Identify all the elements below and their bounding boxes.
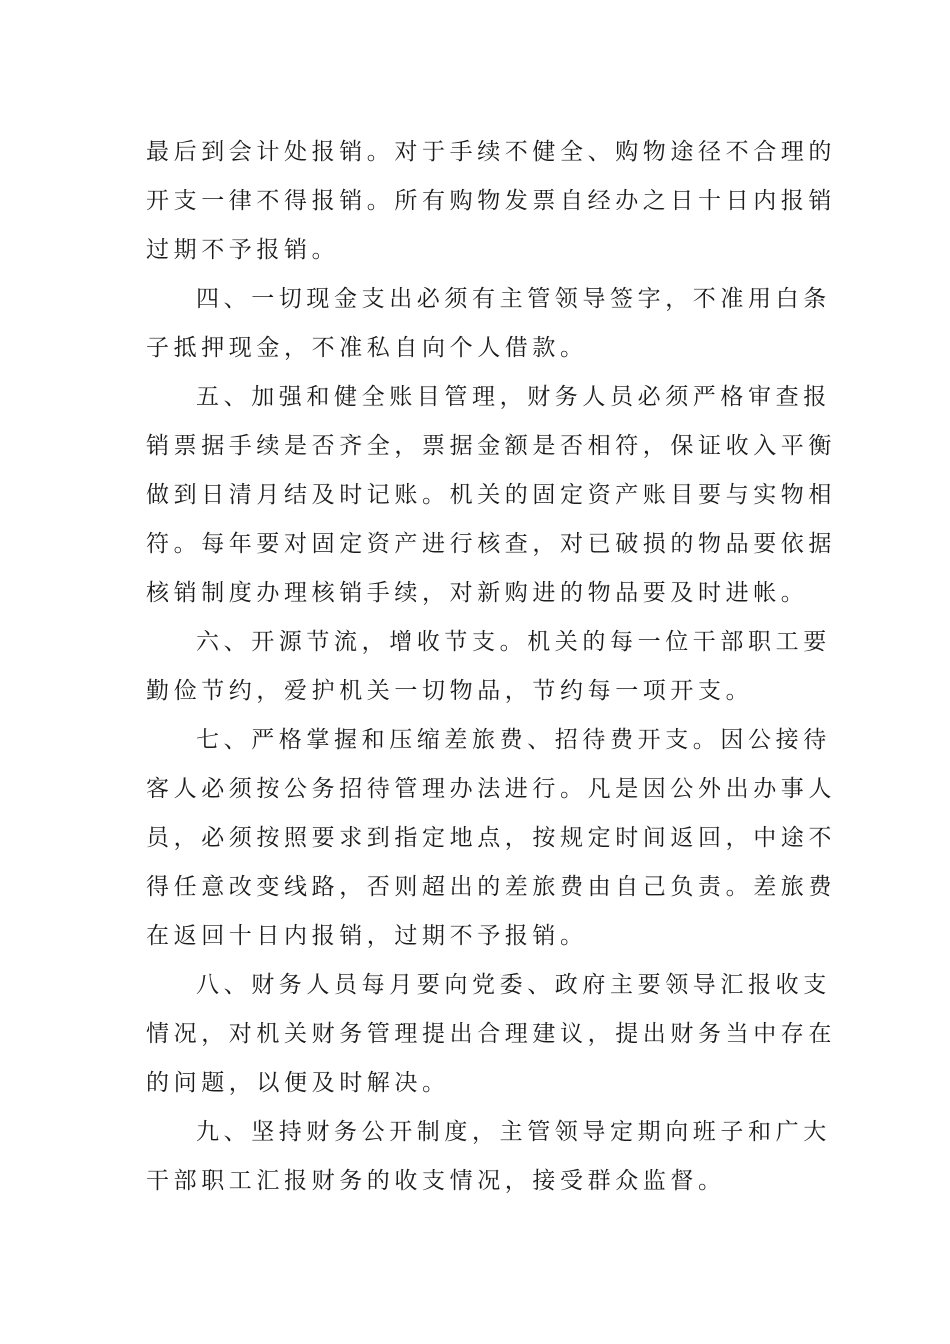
text-line: 八、财务人员每月要向党委、政府主要领导汇报收支 xyxy=(196,972,831,998)
paragraph-3-continued xyxy=(146,128,836,275)
text-line: 最后到会计处报销。对于手续不健全、购物途径不合理的 xyxy=(146,139,836,165)
text-line: 勤俭节约，爱护机关一切物品，节约每一项开支。 xyxy=(146,678,754,704)
text-line: 九、坚持财务公开制度，主管领导定期向班子和广大 xyxy=(196,1119,831,1145)
text-line: 情况，对机关财务管理提出合理建议，提出财务当中存在 xyxy=(146,1021,836,1047)
text-line: 做到日清月结及时记账。机关的固定资产账目要与实物相 xyxy=(146,482,836,508)
paragraph-7 xyxy=(146,716,836,961)
text-line: 客人必须按公务招待管理办法进行。凡是因公外出办事人 xyxy=(146,776,836,802)
paragraph-5 xyxy=(146,373,836,618)
document-page xyxy=(146,128,836,1206)
paragraph-9 xyxy=(146,1108,831,1206)
paragraph-4 xyxy=(146,275,831,373)
text-line: 子抵押现金，不准私自向个人借款。 xyxy=(146,335,588,361)
text-line: 销票据手续是否齐全，票据金额是否相符，保证收入平衡 xyxy=(146,433,836,459)
text-line: 在返回十日内报销，过期不予报销。 xyxy=(146,923,588,949)
text-line: 五、加强和健全账目管理，财务人员必须严格审查报 xyxy=(196,384,831,410)
paragraph-6 xyxy=(146,618,831,716)
text-line: 得任意改变线路，否则超出的差旅费由自己负责。差旅费 xyxy=(146,874,836,900)
text-line: 符。每年要对固定资产进行核查，对已破损的物品要依据 xyxy=(146,531,836,557)
text-line: 六、开源节流，增收节支。机关的每一位干部职工要 xyxy=(196,629,831,655)
text-line: 过期不予报销。 xyxy=(146,237,340,263)
text-line: 四、一切现金支出必须有主管领导签字，不准用白条 xyxy=(196,286,831,312)
text-line: 七、严格掌握和压缩差旅费、招待费开支。因公接待 xyxy=(196,727,831,753)
text-line: 员，必须按照要求到指定地点，按规定时间返回，中途不 xyxy=(146,825,836,851)
text-line: 干部职工汇报财务的收支情况，接受群众监督。 xyxy=(146,1168,726,1194)
text-line: 开支一律不得报销。所有购物发票自经办之日十日内报销 xyxy=(146,188,836,214)
text-line: 核销制度办理核销手续，对新购进的物品要及时进帐。 xyxy=(146,580,809,606)
text-line: 的问题，以便及时解决。 xyxy=(146,1070,450,1096)
paragraph-8 xyxy=(146,961,836,1108)
